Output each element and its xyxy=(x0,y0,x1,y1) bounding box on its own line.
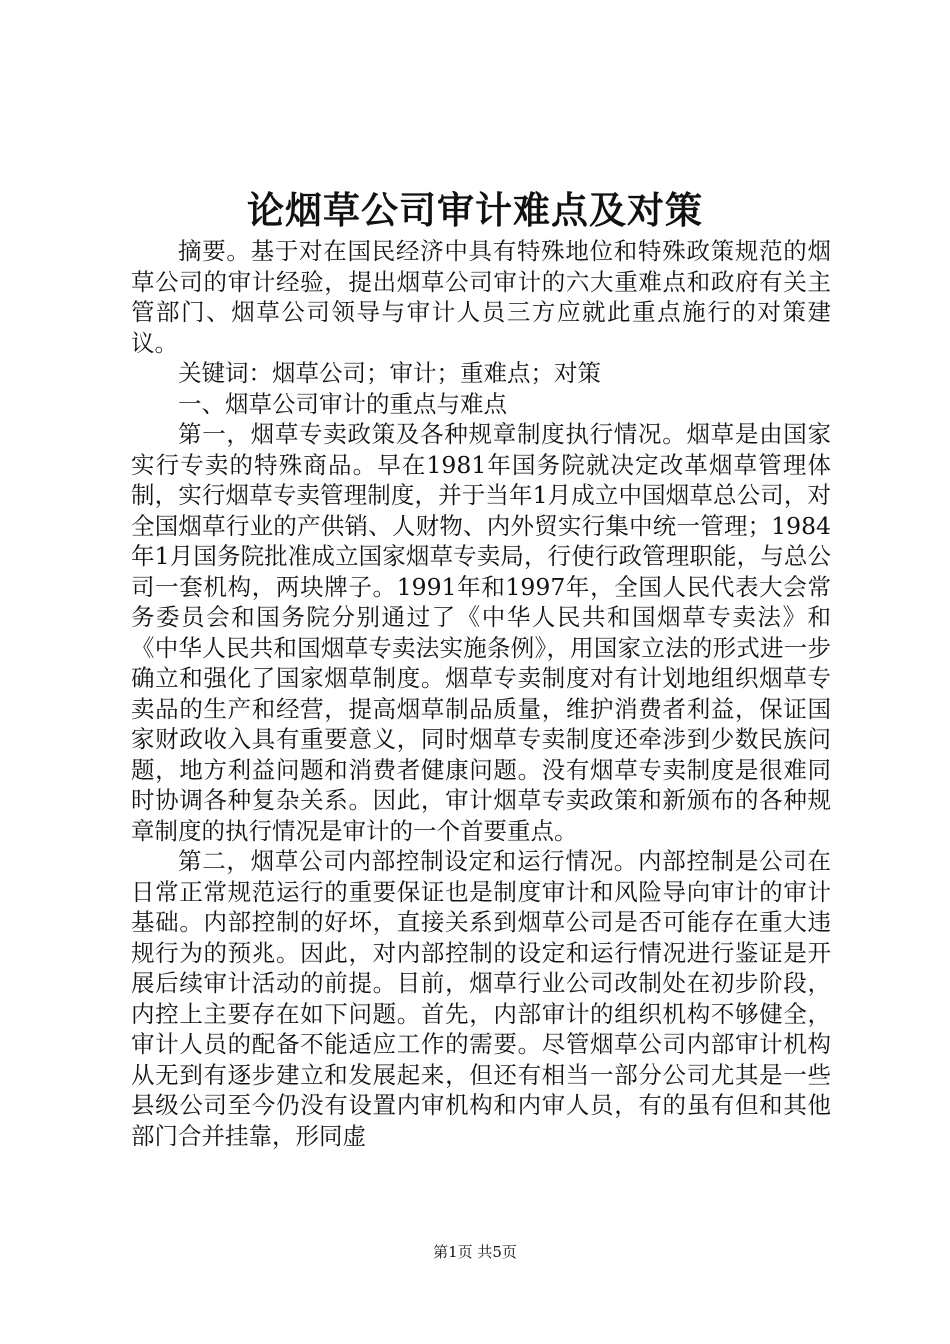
keywords-paragraph: 关键词：烟草公司；审计；重难点；对策 xyxy=(178,359,601,387)
body-paragraph: 第一，烟草专卖政策及各种规章制度执行情况。烟草是由国家实行专卖的特殊商品。早在1981年国务院就决定改革烟草管理体制，实行烟草专卖管理制度，并于当年1月成立中国烟草总公司，对全国烟草行业的产供销、人财物、内外贸实行集中统一管理；1984年1月国务院批准成立国家烟草专卖局，行使行政管理职能，与总公司一套机构，两块牌子。1991年和1997年，全国人民代表大会常务委员会和国务院分别通过了《中华人民共和国烟草专卖法》和《中华人民共和国烟草专卖法实施条例》，用国家立法的形式进一步确立和强化了国家烟草制度。烟草专卖制度对有计划地组织烟草专卖品的生产和经营，提高烟草制品质量，维护消费者利益，保证国家财政收入具有重要意义，同时烟草专卖制度还牵涉到少数民族问题，地方利益问题和消费者健康问题。没有烟草专卖制度是很难同时协调各种复杂关系。因此，审计烟草专卖政策和新颁布的各种规章制度的执行情况是审计的一个首要重点。 xyxy=(131,420,831,845)
document-title: 论烟草公司审计难点及对策 xyxy=(247,188,703,232)
body-paragraph: 第二，烟草公司内部控制设定和运行情况。内部控制是公司在日常正常规范运行的重要保证也是制度审计和风险导向审计的审计基础。内部控制的好坏，直接关系到烟草公司是否可能存在重大违规行为的预兆。因此，对内部控制的设定和运行情况进行鉴证是开展后续审计活动的前提。目前，烟草行业公司改制处在初步阶段，内控上主要存在如下问题。首先，内部审计的组织机构不够健全，审计人员的配备不能适应工作的需要。尽管烟草公司内部审计机构从无到有逐步建立和发展起来，但还有相当一部分公司尤其是一些县级公司至今仍没有设置内审机构和内审人员，有的虽有但和其他部门合并挂靠，形同虚 xyxy=(131,847,831,1150)
section-heading: 一、烟草公司审计的重点与难点 xyxy=(178,389,507,418)
document-body xyxy=(131,236,831,1151)
page-footer: 第1页 共5页 xyxy=(433,1243,517,1261)
abstract-paragraph: 摘要。基于对在国民经济中具有特殊地位和特殊政策规范的烟草公司的审计经验，提出烟草公司审计的六大重难点和政府有关主管部门、烟草公司领导与审计人员三方应就此重点施行的对策建议。 xyxy=(131,237,831,357)
